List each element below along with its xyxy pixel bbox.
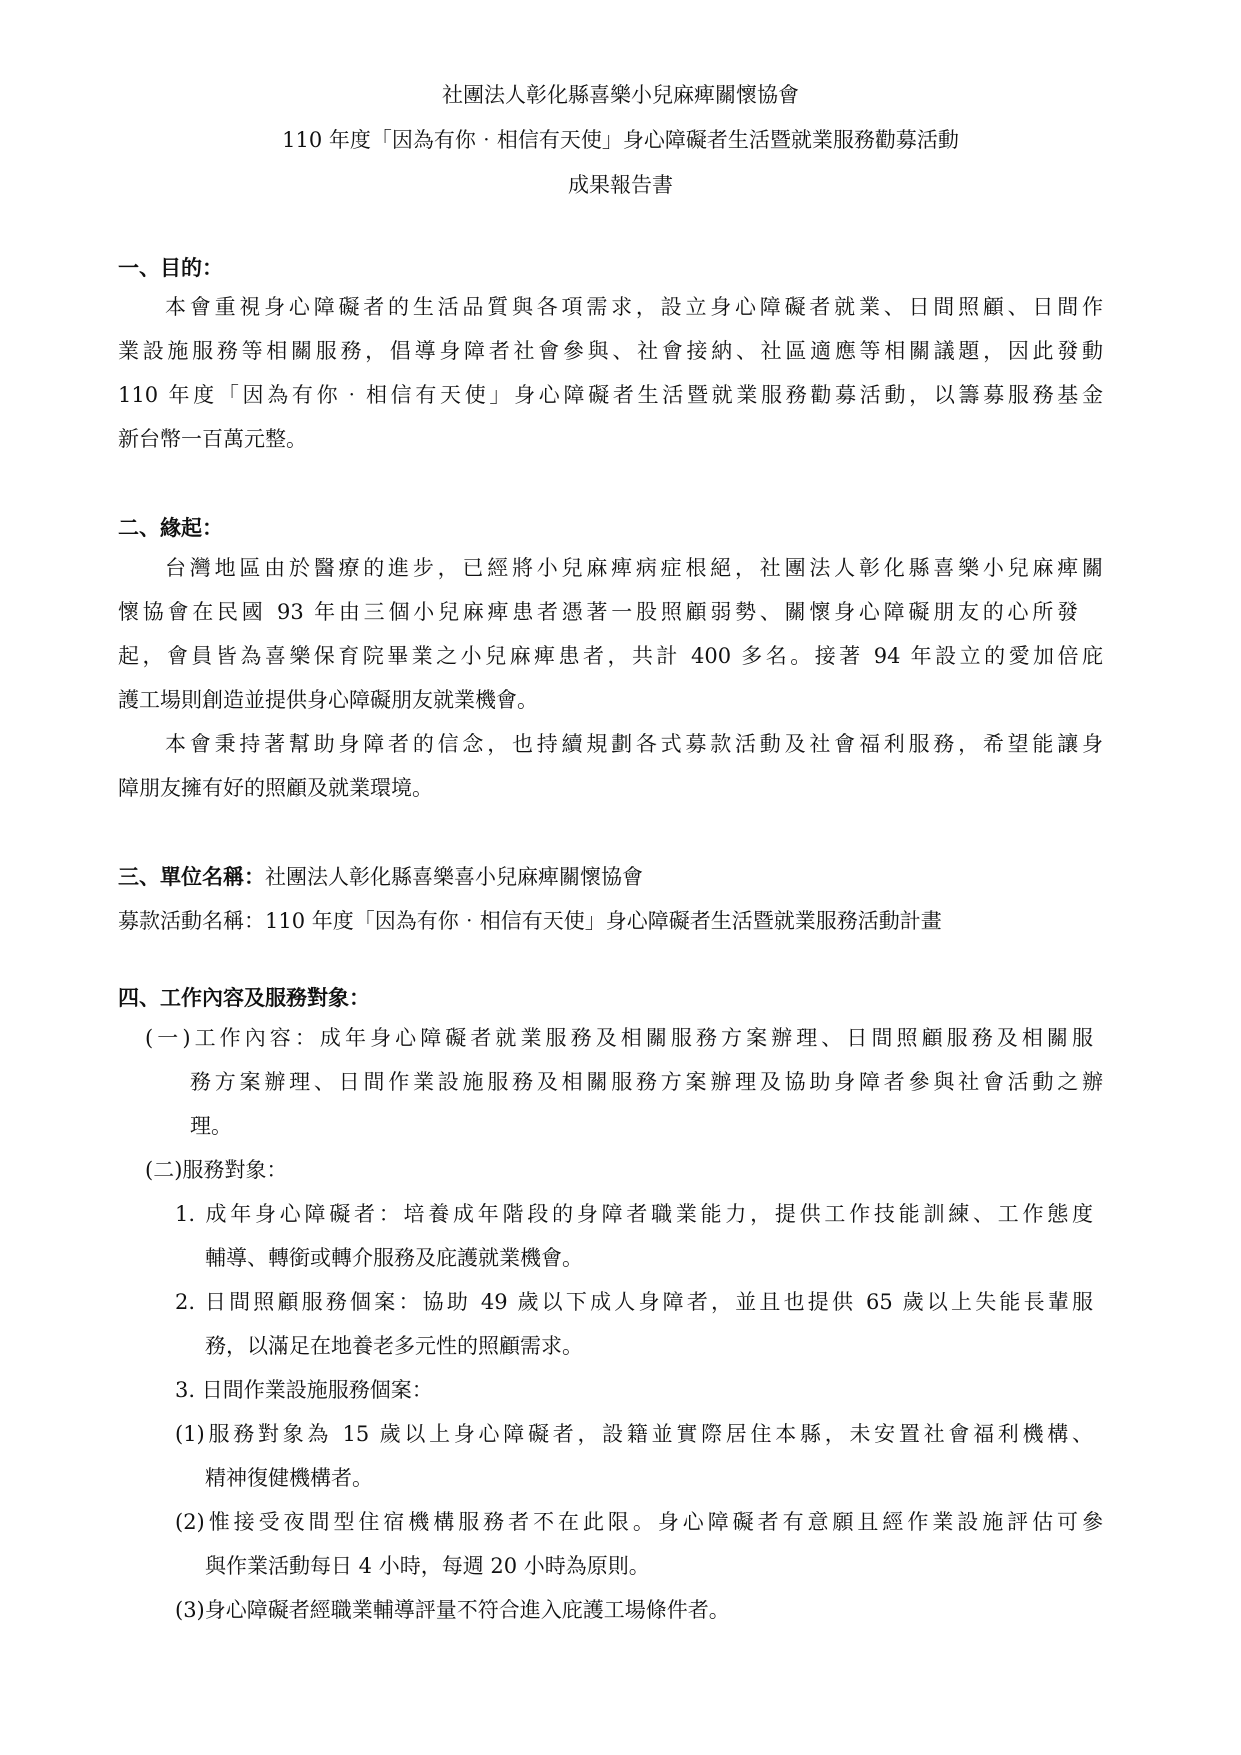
section4-line: (1)服務對象為 15 歲以上身心障礙者，設籍並實際居住本縣，未安置社會福利機構、 xyxy=(175,1422,1093,1446)
section4-line: 精神復健機構者。 xyxy=(205,1466,373,1490)
section2-line: 本會秉持著幫助身障者的信念，也持續規劃各式募款活動及社會福利服務，希望能讓身 xyxy=(165,732,1103,756)
section2-line: 障朋友擁有好的照顧及就業環境。 xyxy=(118,776,433,800)
section4-heading: 四、工作內容及服務對象： xyxy=(118,986,370,1010)
section4-line: (二)服務對象： xyxy=(145,1158,288,1182)
section4-line: 務，以滿足在地養老多元性的照顧需求。 xyxy=(205,1334,583,1358)
section4-line: 2. 日間照顧服務個案：協助 49 歲以下成人身障者，並且也提供 65 歲以上失能長輩服 xyxy=(175,1290,1093,1314)
campaign-title: 110 年度「因為有你‧相信有天使」身心障礙者生活暨就業服務勸募活動 xyxy=(282,128,959,152)
section3-activity: 募款活動名稱：110 年度「因為有你‧相信有天使」身心障礙者生活暨就業服務活動計畫 xyxy=(118,909,942,933)
section2-heading: 二、緣起： xyxy=(118,516,223,540)
section2-line: 起，會員皆為喜樂保育院畢業之小兒麻痺患者，共計 400 多名。接著 94 年設立的愛加倍庇 xyxy=(118,644,1103,668)
report-title: 成果報告書 xyxy=(568,173,673,197)
section1-line: 本會重視身心障礙者的生活品質與各項需求，設立身心障礙者就業、日間照顧、日間作 xyxy=(165,295,1103,319)
section4-line: 1. 成年身心障礙者：培養成年階段的身障者職業能力，提供工作技能訓練、工作態度 xyxy=(175,1202,1093,1226)
section4-line: (一)工作內容：成年身心障礙者就業服務及相關服務方案辦理、日間照顧服務及相關服 xyxy=(145,1026,1093,1050)
section1-line: 110 年度「因為有你‧相信有天使」身心障礙者生活暨就業服務勸募活動，以籌募服務基金 xyxy=(118,383,1103,407)
section1-line: 新台幣一百萬元整。 xyxy=(118,427,307,451)
section4-line: (3)身心障礙者經職業輔導評量不符合進入庇護工場條件者。 xyxy=(175,1598,730,1622)
section4-line: 輔導、轉銜或轉介服務及庇護就業機會。 xyxy=(205,1246,583,1270)
section4-line: 理。 xyxy=(190,1114,232,1138)
section2-line: 護工場則創造並提供身心障礙朋友就業機會。 xyxy=(118,688,538,712)
section4-line: 與作業活動每日 4 小時，每週 20 小時為原則。 xyxy=(205,1554,650,1578)
section3-unit-label: 三、單位名稱： xyxy=(118,865,265,889)
org-title: 社團法人彰化縣喜樂小兒麻痺關懷協會 xyxy=(442,83,799,107)
section2-line: 懷協會在民國 93 年由三個小兒麻痺患者憑著一股照顧弱勢、關懷身心障礙朋友的心所發 xyxy=(118,600,1078,624)
section4-line: 3. 日間作業設施服務個案： xyxy=(175,1378,433,1402)
section2-line: 台灣地區由於醫療的進步，已經將小兒麻痺病症根絕，社團法人彰化縣喜樂小兒麻痺關 xyxy=(165,556,1103,580)
section1-line: 業設施服務等相關服務，倡導身障者社會參與、社會接納、社區適應等相關議題，因此發動 xyxy=(118,339,1103,363)
section4-line: 務方案辦理、日間作業設施服務及相關服務方案辦理及協助身障者參與社會活動之辦 xyxy=(190,1070,1103,1094)
section3-unit xyxy=(118,862,643,892)
section1-heading: 一、目的： xyxy=(118,256,223,280)
section4-line: (2)惟接受夜間型住宿機構服務者不在此限。身心障礙者有意願且經作業設施評估可參 xyxy=(175,1510,1103,1534)
section3-unit-value: 社團法人彰化縣喜樂喜小兒麻痺關懷協會 xyxy=(265,865,643,889)
